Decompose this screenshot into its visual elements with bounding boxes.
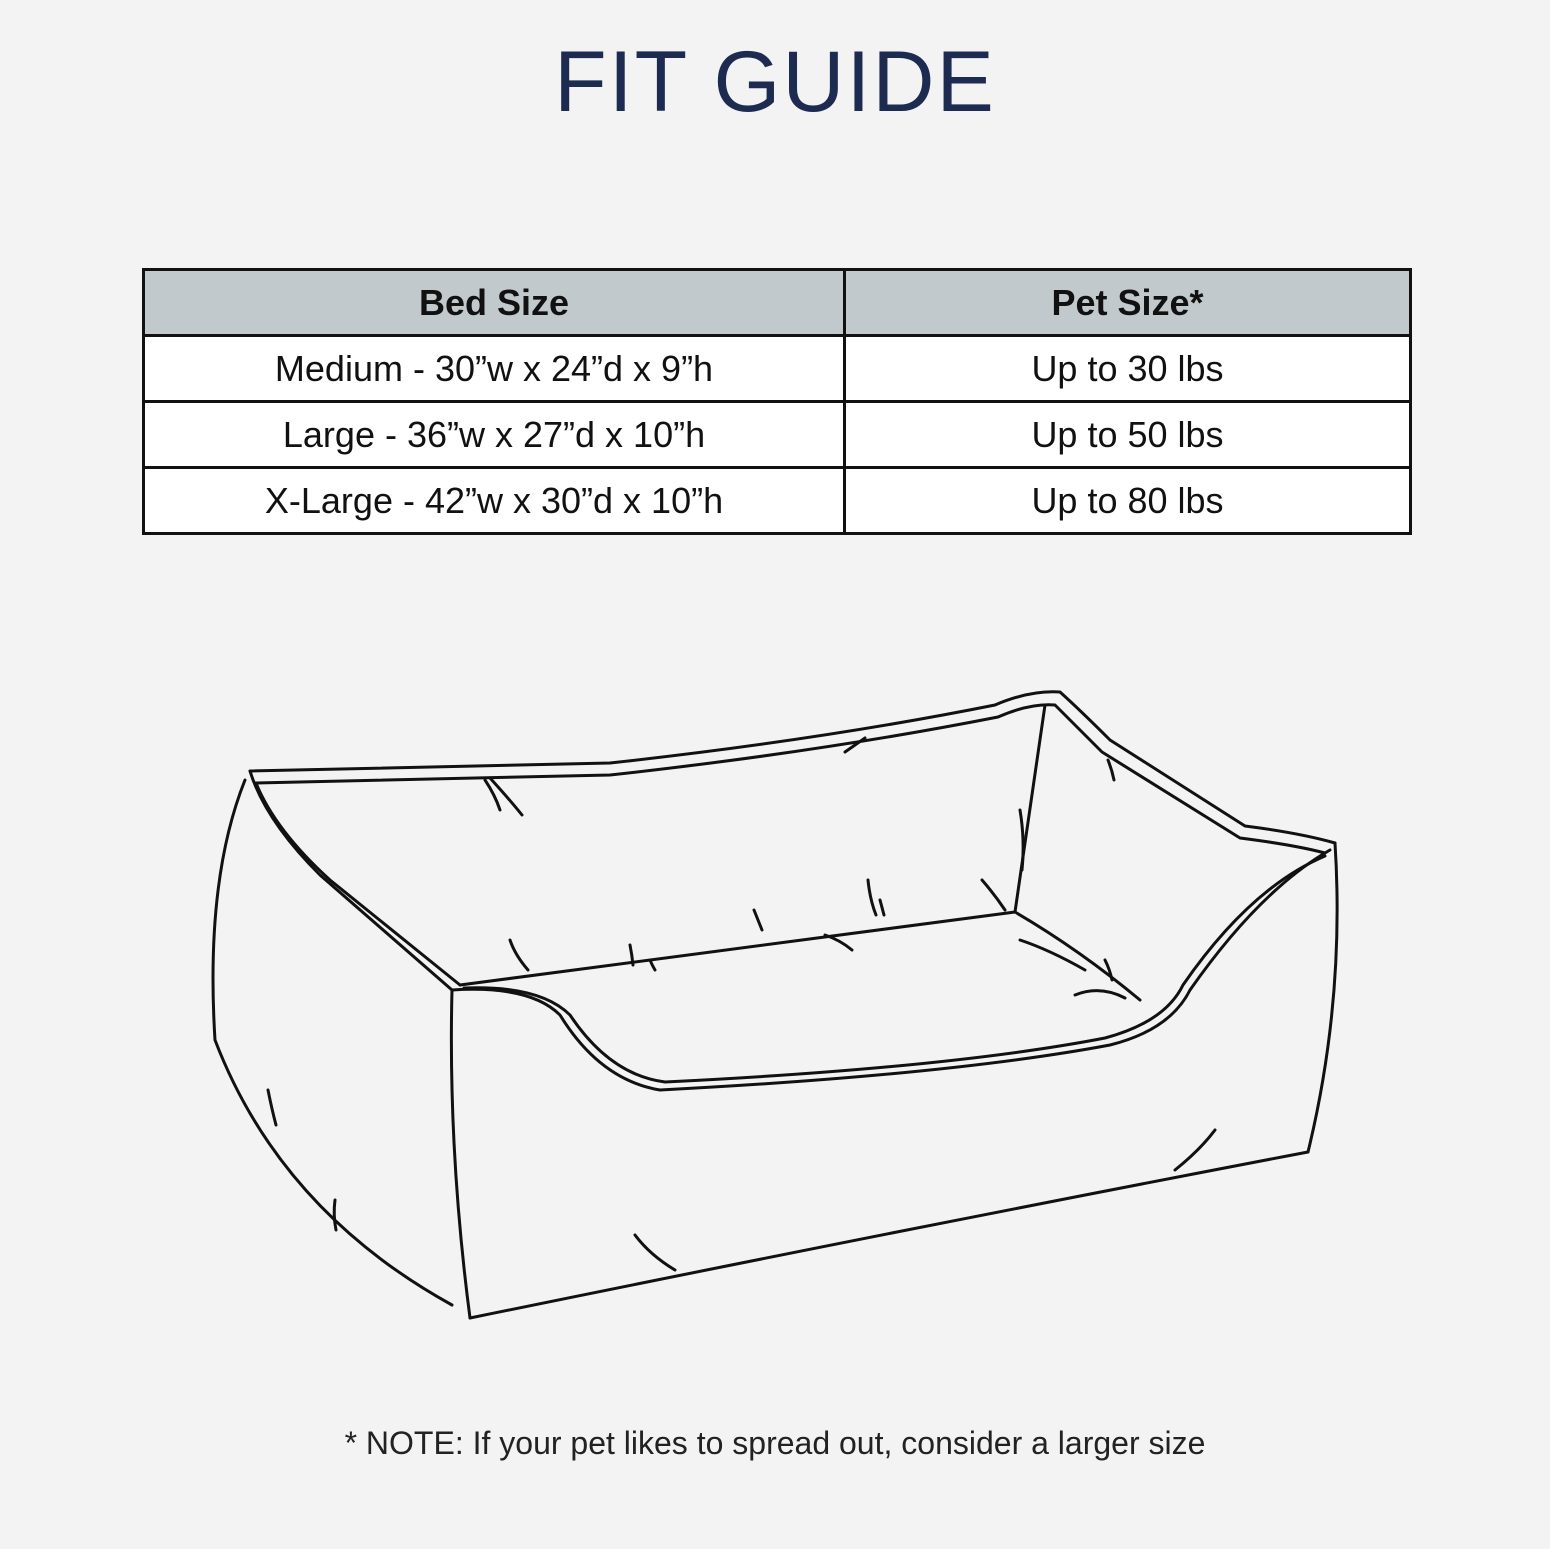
header-bed-size: Bed Size: [144, 270, 845, 336]
bed-size-cell: X-Large - 42”w x 30”d x 10”h: [144, 468, 845, 534]
header-pet-size: Pet Size*: [845, 270, 1411, 336]
bed-size-cell: Large - 36”w x 27”d x 10”h: [144, 402, 845, 468]
bed-size-cell: Medium - 30”w x 24”d x 9”h: [144, 336, 845, 402]
pet-size-cell: Up to 50 lbs: [845, 402, 1411, 468]
table-row: [144, 468, 1411, 534]
dog-bed-sketch-icon: [200, 680, 1350, 1330]
fit-note: * NOTE: If your pet likes to spread out, consider a larger size: [344, 1425, 1206, 1461]
table-row: [144, 336, 1411, 402]
table-header-row: [144, 270, 1411, 336]
pet-size-cell: Up to 80 lbs: [845, 468, 1411, 534]
fit-guide-table: [142, 268, 1412, 535]
pet-size-cell: Up to 30 lbs: [845, 336, 1411, 402]
table-row: [144, 402, 1411, 468]
page-title: FIT GUIDE: [554, 34, 996, 130]
